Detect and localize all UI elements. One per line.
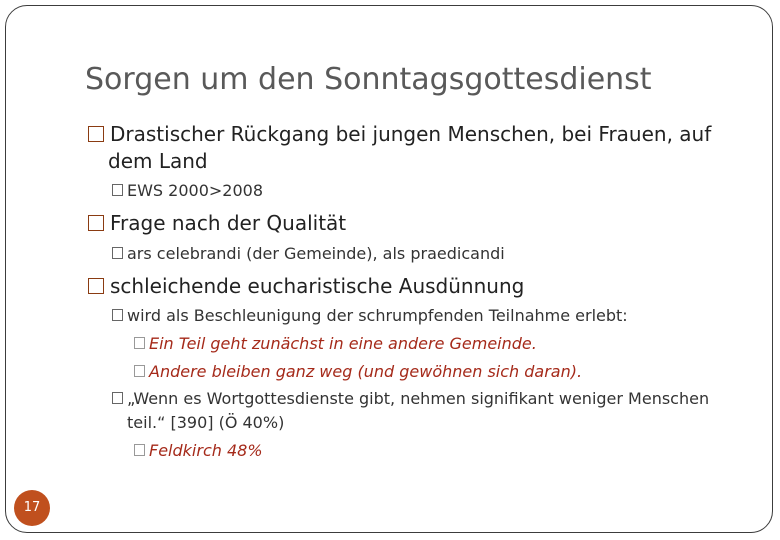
checkbox-bullet-icon bbox=[134, 444, 145, 456]
bullet-text: EWS 2000>2008 bbox=[127, 181, 264, 200]
bullet-text-continued: teil.“ [390] (Ö 40%) bbox=[127, 413, 285, 432]
bullet-level1 bbox=[88, 211, 346, 235]
checkbox-bullet-icon bbox=[112, 184, 123, 196]
bullet-level3 bbox=[134, 334, 537, 353]
bullet-level1 bbox=[88, 122, 711, 146]
page-number: 17 bbox=[14, 490, 50, 526]
bullet-text: Andere bleiben ganz weg (und gewöhnen sich daran). bbox=[149, 362, 583, 381]
bullet-text: Ein Teil geht zunächst in eine andere Gemeinde. bbox=[149, 334, 537, 353]
bullet-level2 bbox=[112, 181, 263, 200]
bullet-level3 bbox=[134, 362, 582, 381]
bullet-text-continued: dem Land bbox=[108, 149, 208, 173]
checkbox-bullet-icon bbox=[88, 278, 104, 294]
checkbox-bullet-icon bbox=[112, 247, 123, 259]
bullet-level2 bbox=[112, 306, 628, 325]
bullet-text: ars celebrandi (der Gemeinde), als praedicandi bbox=[127, 244, 505, 263]
bullet-level3 bbox=[134, 441, 263, 460]
bullet-level1 bbox=[88, 274, 524, 298]
checkbox-bullet-icon bbox=[134, 337, 145, 349]
bullet-text: „Wenn es Wortgottesdienste gibt, nehmen signifikant weniger Menschen bbox=[127, 389, 710, 408]
checkbox-bullet-icon bbox=[112, 309, 123, 321]
checkbox-bullet-icon bbox=[88, 215, 104, 231]
bullet-text: Drastischer Rückgang bei jungen Menschen, bei Frauen, auf bbox=[110, 122, 712, 146]
bullet-text: schleichende eucharistische Ausdünnung bbox=[110, 274, 525, 298]
bullet-text: Frage nach der Qualität bbox=[110, 211, 347, 235]
checkbox-bullet-icon bbox=[112, 392, 123, 404]
bullet-level2 bbox=[112, 389, 709, 408]
checkbox-bullet-icon bbox=[134, 365, 145, 377]
slide-title: Sorgen um den Sonntagsgottesdienst bbox=[85, 62, 652, 97]
bullet-text: wird als Beschleunigung der schrumpfenden Teilnahme erlebt: bbox=[127, 306, 628, 325]
checkbox-bullet-icon bbox=[88, 126, 104, 142]
bullet-level2 bbox=[112, 244, 505, 263]
bullet-text: Feldkirch 48% bbox=[149, 441, 263, 460]
